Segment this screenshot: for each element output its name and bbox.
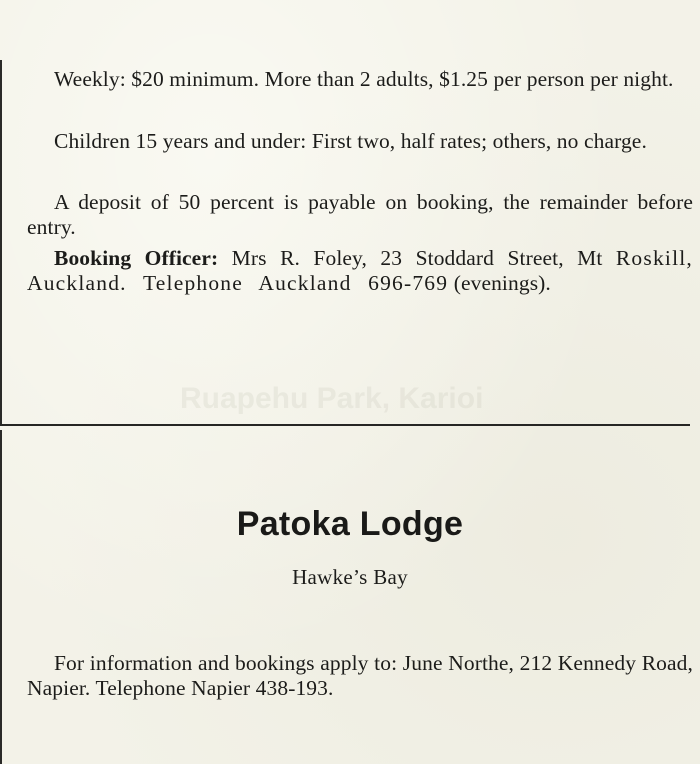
lodge-region: Hawke’s Bay xyxy=(292,565,408,589)
deposit-paragraph: A deposit of 50 percent is payable on booking, the remainder before entry. xyxy=(27,190,693,239)
children-rate-paragraph: Children 15 years and under: First two, half rates; others, no charge. xyxy=(54,129,647,153)
lodge-title: Patoka Lodge xyxy=(236,505,464,543)
left-margin-rule-bottom xyxy=(0,430,2,764)
booking-officer-label: Booking Officer: xyxy=(54,246,219,270)
lodge-booking-info: For information and bookings apply to: June Northe, 212 Kennedy Road, Napier. Telephone Napier 438-193. xyxy=(27,651,693,700)
booking-officer-paragraph xyxy=(27,246,693,296)
booking-officer-address-start: Mrs R. Foley, 23 Stoddard Street, Mt xyxy=(218,246,603,270)
weekly-rate-paragraph: Weekly: $20 minimum. More than 2 adults, $1.25 per person per night. xyxy=(54,67,674,91)
left-margin-rule-top xyxy=(0,60,2,424)
show-through-text: Ruapehu Park, Karioi xyxy=(180,382,484,415)
section-divider xyxy=(0,424,690,426)
booking-officer-address-mid: Roskill, Auckland. Telephone Auckland 696-769 xyxy=(27,246,693,295)
booking-officer-address-end: (evenings). xyxy=(453,271,551,295)
